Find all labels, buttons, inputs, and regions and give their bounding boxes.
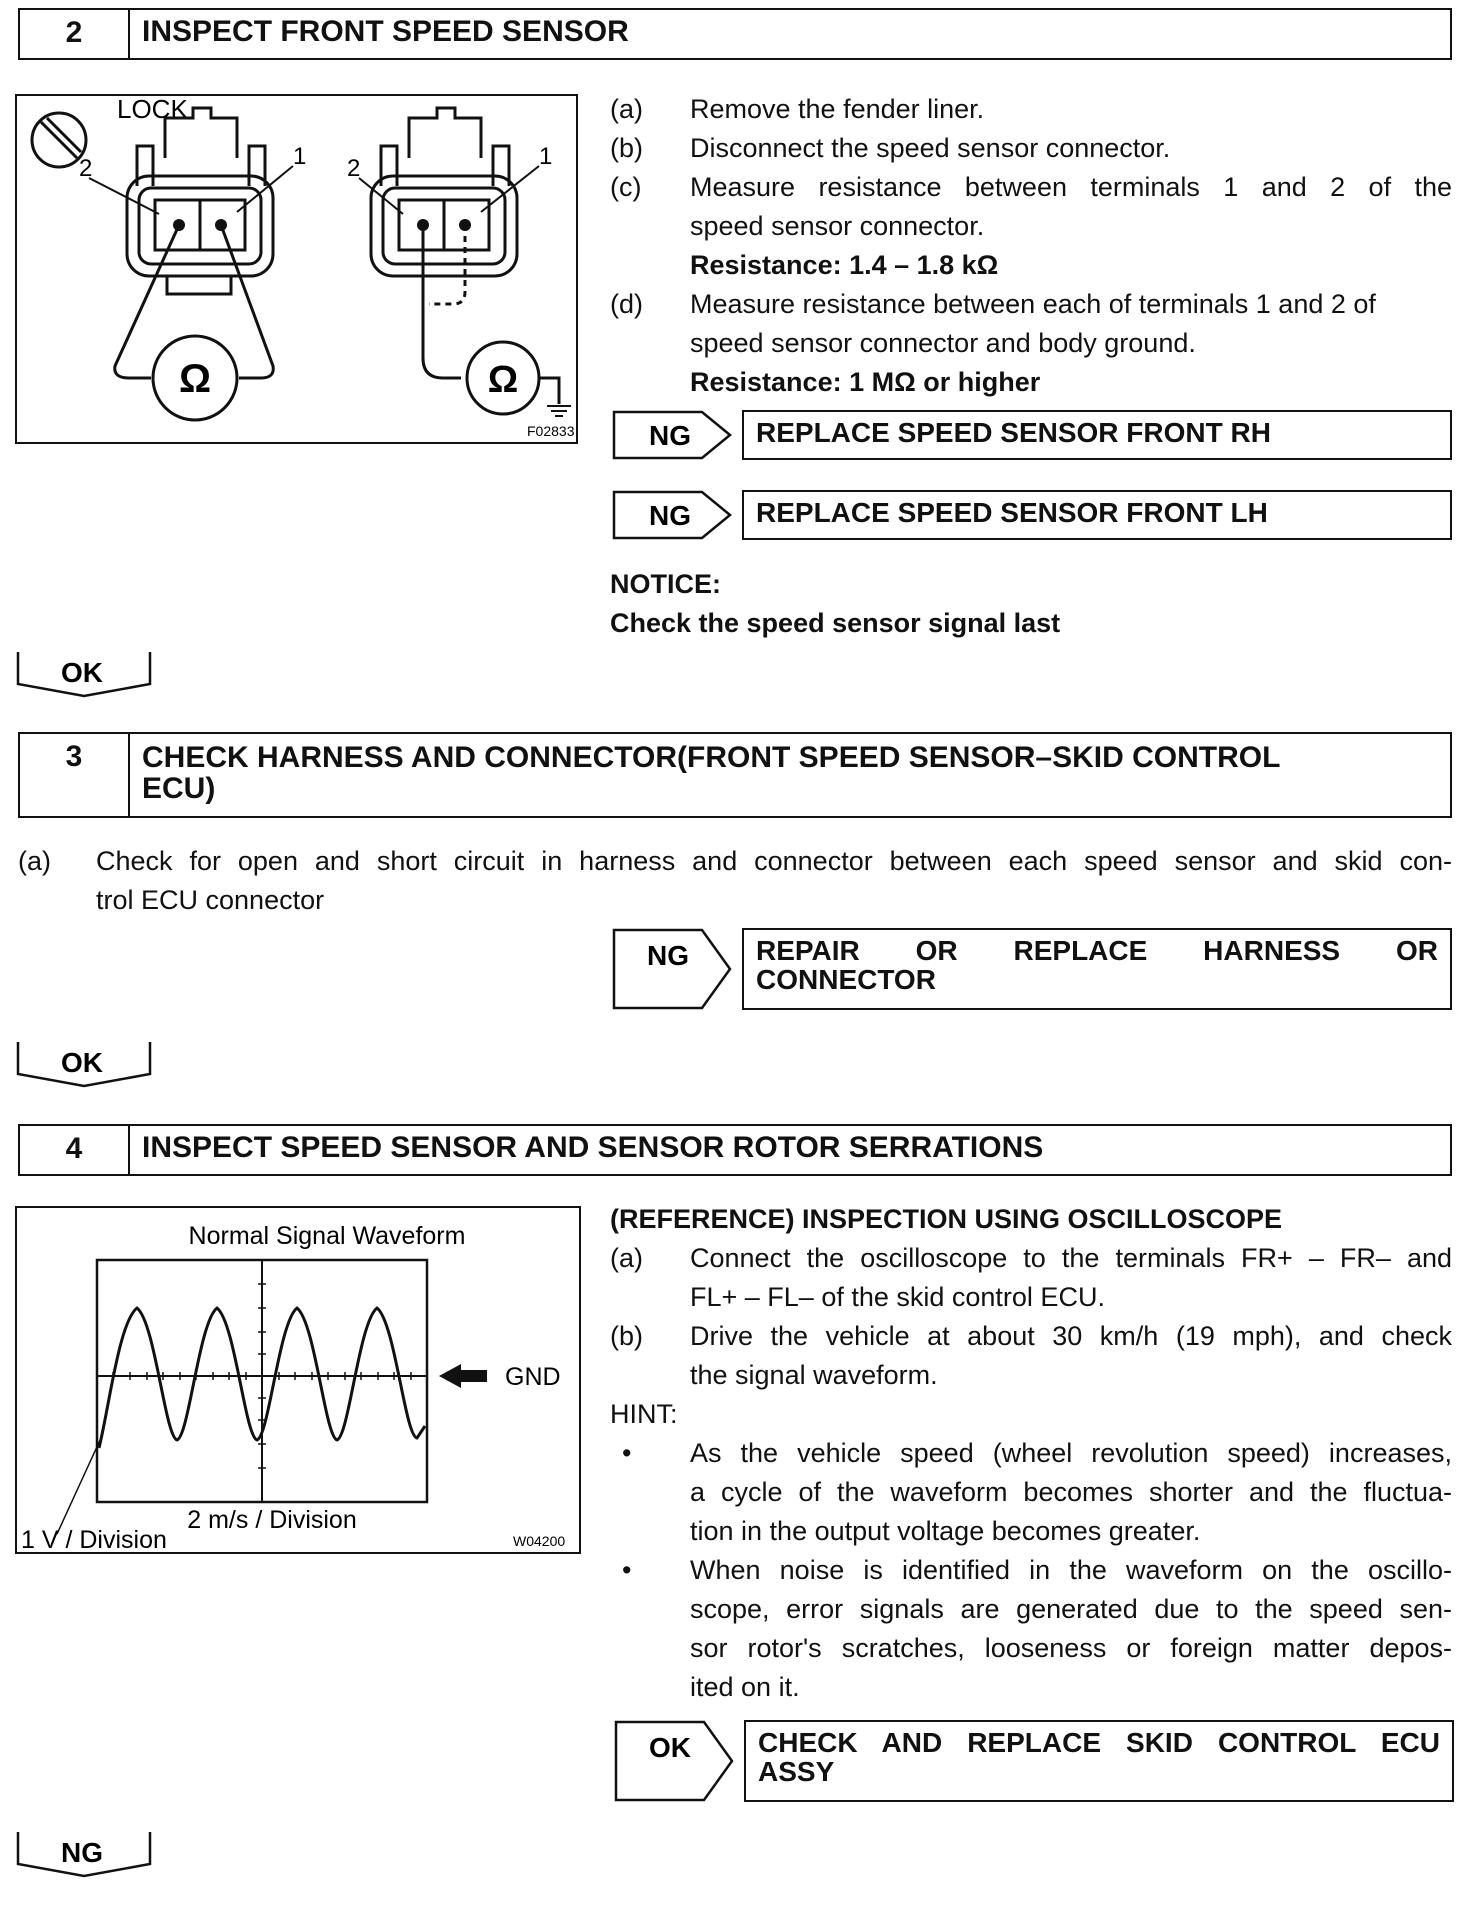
result-repair-harness [742, 928, 1452, 1010]
ok-tab-step-3 [16, 1040, 156, 1090]
instruction-text: speed sensor connector and body ground. [690, 328, 1196, 358]
waveform-figure [15, 1206, 581, 1554]
step-number: 3 [20, 734, 130, 816]
waveform-title: Normal Signal Waveform [188, 1222, 466, 1250]
hint-text: tion in the output voltage becomes greater. [690, 1516, 1201, 1546]
result-replace-front-lh: REPLACE SPEED SENSOR FRONT LH [742, 490, 1452, 540]
instruction-marker: (c) [610, 172, 642, 202]
step-number: 2 [20, 10, 130, 58]
gnd-label: GND [505, 1363, 561, 1391]
instruction-marker: (a) [610, 1243, 643, 1273]
pin-1-label-right: 1 [539, 143, 553, 170]
ng-arrow-rh [612, 410, 742, 460]
x-division-label: 2 m/s / Division [187, 1506, 357, 1534]
ok-label: OK [61, 1047, 103, 1078]
notice-title: NOTICE: [610, 569, 721, 599]
ng-arrow-step-3 [612, 928, 742, 1010]
figure-code: W04200 [513, 1533, 566, 1549]
ng-label: NG [649, 500, 691, 531]
reference-heading: (REFERENCE) INSPECTION USING OSCILLOSCOPE [610, 1204, 1283, 1234]
instruction-marker: (b) [610, 133, 643, 163]
step-number: 4 [20, 1126, 130, 1174]
ng-tab-step-4 [16, 1830, 156, 1880]
step-title-line: ECU) [142, 772, 216, 805]
result-line: REPAIR OR REPLACE HARNESS OR [756, 935, 1438, 966]
lock-label: LOCK [117, 96, 188, 124]
instruction-text: Drive the vehicle at about 30 km/h (19 mph), and check [690, 1321, 1452, 1351]
result-line: CHECK AND REPLACE SKID CONTROL ECU [758, 1727, 1440, 1758]
notice-text: Check the speed sensor signal last [610, 608, 1061, 638]
hint-text: scope, error signals are generated due to the speed sen- [690, 1594, 1452, 1624]
instruction-marker: (a) [18, 846, 51, 876]
resistance-spec: Resistance: 1 MΩ or higher [690, 367, 1041, 397]
ng-label: NG [61, 1837, 103, 1868]
instruction-marker: (b) [610, 1321, 643, 1351]
connector-diagram [17, 96, 576, 442]
bullet: • [622, 1438, 632, 1468]
instruction-text: Disconnect the speed sensor connector. [690, 133, 1171, 163]
instruction-text: Measure resistance between terminals 1 and 2 of the [690, 172, 1452, 202]
pin-1-label: 1 [293, 143, 307, 170]
ng-arrow-lh [612, 490, 742, 540]
gnd-arrow-icon [439, 1364, 487, 1388]
connector-figure [15, 94, 578, 444]
step-4-header [18, 1124, 1452, 1176]
ground-icon [547, 406, 571, 416]
hint-label: HINT: [610, 1399, 678, 1429]
pin-2-label: 2 [79, 155, 93, 182]
ohmmeter-icon-right [467, 342, 539, 414]
step-title: INSPECT SPEED SENSOR AND SENSOR ROTOR SERRATIONS [142, 1131, 1044, 1164]
instruction-marker: (d) [610, 289, 643, 319]
result-replace-skid-ecu [744, 1720, 1454, 1802]
instruction-text: Remove the fender liner. [690, 94, 985, 124]
hint-text: When noise is identified in the waveform on the oscillo- [690, 1555, 1452, 1585]
step-title [130, 734, 1450, 816]
instruction-marker: (a) [610, 94, 643, 124]
result-line: CONNECTOR [756, 964, 936, 995]
ok-label: OK [61, 657, 103, 688]
step-3-header [18, 732, 1452, 818]
ohm-symbol: Ω [178, 357, 212, 401]
y-division-label: 1 V / Division [21, 1526, 167, 1552]
instruction-text: Connect the oscilloscope to the terminals FR+ – FR– and [690, 1243, 1452, 1273]
ohmmeter-icon [153, 336, 237, 420]
instruction-text: the signal waveform. [690, 1360, 938, 1390]
hint-text: a cycle of the waveform becomes shorter and the fluctua- [690, 1477, 1452, 1507]
right-connector [371, 108, 517, 276]
step-title-line: CHECK HARNESS AND CONNECTOR(FRONT SPEED SENSOR–SKID CONTROL [142, 741, 1281, 774]
hint-text: ited on it. [690, 1672, 800, 1702]
step-2-header [18, 8, 1452, 60]
step-title: INSPECT FRONT SPEED SENSOR [142, 15, 629, 48]
ng-label: NG [649, 420, 691, 451]
instruction-text: Check for open and short circuit in harness and connector between each speed sensor and skid con- [96, 846, 1452, 876]
instruction-text: Measure resistance between each of terminals 1 and 2 of [690, 289, 1376, 319]
pin-2-label-right: 2 [347, 155, 361, 182]
ohm-symbol-right: Ω [487, 359, 519, 401]
resistance-spec: Resistance: 1.4 – 1.8 kΩ [690, 250, 999, 280]
bullet: • [622, 1555, 632, 1585]
instruction-text: speed sensor connector. [690, 211, 985, 241]
ok-arrow-step-4 [614, 1720, 744, 1802]
figure-code: F02833 [527, 423, 575, 439]
result-line: ASSY [758, 1756, 835, 1787]
hint-text: As the vehicle speed (wheel revolution speed) increases, [690, 1438, 1452, 1468]
waveform-diagram [17, 1208, 579, 1552]
lock-icon [32, 113, 86, 167]
hint-text: sor rotor's scratches, looseness or foreign matter depos- [690, 1633, 1452, 1663]
ng-label: NG [647, 940, 689, 971]
ok-label: OK [649, 1732, 691, 1763]
ok-tab-step-2 [16, 650, 156, 700]
result-replace-front-rh: REPLACE SPEED SENSOR FRONT RH [742, 410, 1452, 460]
instruction-text: FL+ – FL– of the skid control ECU. [690, 1282, 1105, 1312]
instruction-text: trol ECU connector [96, 885, 325, 915]
